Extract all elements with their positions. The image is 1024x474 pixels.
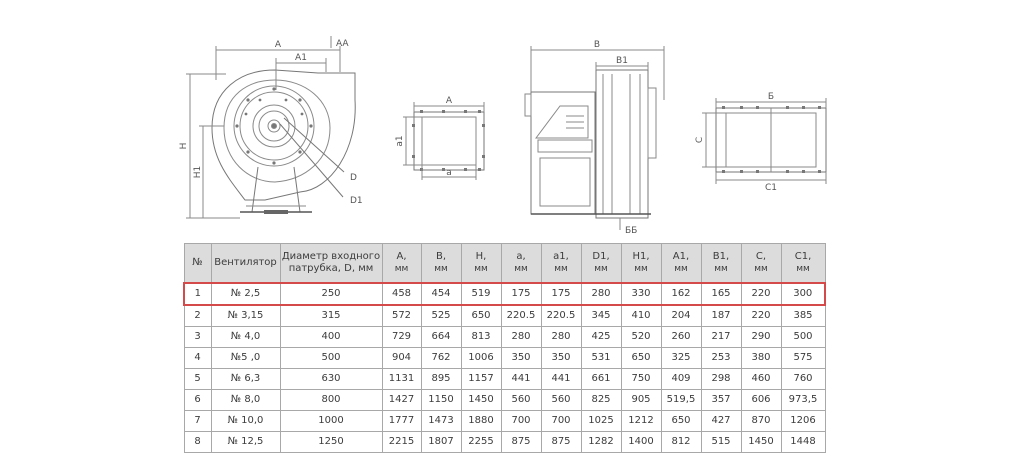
- table-cell: 1473: [421, 411, 461, 432]
- header-row: [184, 244, 825, 284]
- side-view-drawing: [525, 46, 664, 230]
- column-header-label: D1,: [592, 251, 610, 262]
- table-cell: 1448: [781, 432, 825, 453]
- table-cell: 700: [501, 411, 541, 432]
- column-header: [581, 244, 621, 284]
- table-cell: 1006: [461, 348, 501, 369]
- column-header-unit: мм: [714, 264, 728, 274]
- table-cell: 280: [581, 283, 621, 305]
- table-cell: 870: [741, 411, 781, 432]
- table-cell: 650: [661, 411, 701, 432]
- table-cell: № 12,5: [211, 432, 280, 453]
- column-header: [741, 244, 781, 284]
- table-cell: 187: [701, 305, 741, 327]
- table-cell: 1880: [461, 411, 501, 432]
- table-cell: 6: [184, 390, 211, 411]
- table-cell: 220.5: [501, 305, 541, 327]
- table-cell: 8: [184, 432, 211, 453]
- table-cell: 441: [501, 369, 541, 390]
- table-cell: 500: [781, 327, 825, 348]
- table-cell: 1450: [461, 390, 501, 411]
- table-cell: 350: [541, 348, 581, 369]
- table-row: [184, 390, 825, 411]
- table-cell: 895: [421, 369, 461, 390]
- table-cell: 4: [184, 348, 211, 369]
- column-header: [781, 244, 825, 284]
- table-cell: 458: [382, 283, 421, 305]
- table-cell: 812: [661, 432, 701, 453]
- table-cell: 515: [701, 432, 741, 453]
- technical-drawings: [0, 0, 1024, 236]
- column-header-label: C1,: [794, 251, 812, 262]
- table-cell: 162: [661, 283, 701, 305]
- column-header: [661, 244, 701, 284]
- table-cell: № 10,0: [211, 411, 280, 432]
- table-cell: 441: [541, 369, 581, 390]
- front-view-drawing: [186, 36, 355, 218]
- table-cell: 1025: [581, 411, 621, 432]
- table-cell: 1400: [621, 432, 661, 453]
- table-cell: 175: [501, 283, 541, 305]
- table-cell: 606: [741, 390, 781, 411]
- table-cell: 572: [382, 305, 421, 327]
- table-row: [184, 305, 825, 327]
- table-cell: 280: [541, 327, 581, 348]
- table-cell: 760: [781, 369, 825, 390]
- table-cell: 1150: [421, 390, 461, 411]
- table-cell: 560: [541, 390, 581, 411]
- table-cell: 519,5: [661, 390, 701, 411]
- table-cell: № 3,15: [211, 305, 280, 327]
- column-header: [541, 244, 581, 284]
- table-cell: 904: [382, 348, 421, 369]
- table-cell: 2255: [461, 432, 501, 453]
- table-cell: 1250: [280, 432, 382, 453]
- table-cell: 1131: [382, 369, 421, 390]
- table-cell: 300: [781, 283, 825, 305]
- table-cell: 350: [501, 348, 541, 369]
- label-bb: ББ: [625, 226, 638, 236]
- column-header-label: C,: [755, 251, 767, 262]
- table-cell: 1427: [382, 390, 421, 411]
- table-cell: 280: [501, 327, 541, 348]
- table-cell: 1450: [741, 432, 781, 453]
- table-cell: 750: [621, 369, 661, 390]
- table-cell: 260: [661, 327, 701, 348]
- label-h1: H1: [193, 165, 203, 179]
- label-d1: D1: [350, 196, 363, 206]
- column-header: [421, 244, 461, 284]
- table-cell: 325: [661, 348, 701, 369]
- table-cell: 409: [661, 369, 701, 390]
- column-header-label: a,: [516, 251, 526, 262]
- table-row: [184, 348, 825, 369]
- table-cell: 298: [701, 369, 741, 390]
- table-cell: 315: [280, 305, 382, 327]
- table-row: [184, 283, 825, 305]
- table-cell: 905: [621, 390, 661, 411]
- table-cell: 454: [421, 283, 461, 305]
- table-cell: 357: [701, 390, 741, 411]
- column-header-label: H,: [475, 251, 487, 262]
- table-cell: 345: [581, 305, 621, 327]
- column-header: [382, 244, 421, 284]
- table-cell: 875: [501, 432, 541, 453]
- table-cell: 400: [280, 327, 382, 348]
- table-cell: 7: [184, 411, 211, 432]
- table-cell: 220.5: [541, 305, 581, 327]
- table-cell: 1: [184, 283, 211, 305]
- column-header: [621, 244, 661, 284]
- column-header-unit: мм: [474, 264, 488, 274]
- table-cell: 290: [741, 327, 781, 348]
- table-cell: 664: [421, 327, 461, 348]
- table-cell: № 6,3: [211, 369, 280, 390]
- table-cell: 661: [581, 369, 621, 390]
- table-cell: № 4,0: [211, 327, 280, 348]
- label-a: A: [274, 40, 282, 50]
- dimensions-table: [183, 243, 826, 453]
- table-cell: 525: [421, 305, 461, 327]
- table-cell: 253: [701, 348, 741, 369]
- column-header-unit: мм: [634, 264, 648, 274]
- label-outlet-a: A: [445, 96, 453, 106]
- label-a1: A1: [295, 53, 307, 63]
- table-cell: 410: [621, 305, 661, 327]
- outlet-view-drawing: [403, 102, 485, 180]
- table-cell: 762: [421, 348, 461, 369]
- table-cell: 825: [581, 390, 621, 411]
- label-outlet-a1: a1: [395, 135, 405, 147]
- table-cell: 2215: [382, 432, 421, 453]
- table-cell: 575: [781, 348, 825, 369]
- label-b: B: [593, 40, 601, 50]
- column-header-unit: мм: [514, 264, 528, 274]
- table-cell: 519: [461, 283, 501, 305]
- column-header: [211, 244, 280, 284]
- table-cell: № 2,5: [211, 283, 280, 305]
- table-cell: №5 ,0: [211, 348, 280, 369]
- table-cell: 165: [701, 283, 741, 305]
- table-cell: 650: [461, 305, 501, 327]
- table-cell: 330: [621, 283, 661, 305]
- table-cell: 531: [581, 348, 621, 369]
- table-cell: 427: [701, 411, 741, 432]
- table-cell: 204: [661, 305, 701, 327]
- label-h: H: [179, 142, 189, 150]
- table-cell: 220: [741, 283, 781, 305]
- column-header: [701, 244, 741, 284]
- table-cell: 700: [541, 411, 581, 432]
- column-header-unit: мм: [554, 264, 568, 274]
- column-header-label: Вентилятор: [214, 257, 277, 268]
- column-header-label: A1,: [672, 251, 690, 262]
- table-cell: 175: [541, 283, 581, 305]
- column-header-label: Диаметр входного патрубка, D, мм: [281, 251, 381, 274]
- table-cell: 1777: [382, 411, 421, 432]
- column-header-unit: мм: [434, 264, 448, 274]
- column-header-unit: мм: [674, 264, 688, 274]
- column-header-label: H1,: [632, 251, 650, 262]
- table-cell: 973,5: [781, 390, 825, 411]
- table-cell: 813: [461, 327, 501, 348]
- table-cell: 2: [184, 305, 211, 327]
- table-cell: 800: [280, 390, 382, 411]
- label-outlet-a-small: a: [446, 168, 452, 178]
- column-header: [461, 244, 501, 284]
- table-cell: 1212: [621, 411, 661, 432]
- column-header-unit: мм: [594, 264, 608, 274]
- table-row: [184, 411, 825, 432]
- table-cell: 250: [280, 283, 382, 305]
- column-header-label: №: [192, 257, 203, 268]
- table-row: [184, 369, 825, 390]
- table-body: [184, 283, 825, 453]
- table-cell: 5: [184, 369, 211, 390]
- table-cell: 729: [382, 327, 421, 348]
- table-cell: 1157: [461, 369, 501, 390]
- column-header: [184, 244, 211, 284]
- table-cell: 425: [581, 327, 621, 348]
- inlet-view-drawing: [702, 98, 826, 184]
- table-cell: 560: [501, 390, 541, 411]
- table-cell: 500: [280, 348, 382, 369]
- column-header-label: a1,: [553, 251, 569, 262]
- table-cell: 1206: [781, 411, 825, 432]
- column-header-unit: мм: [754, 264, 768, 274]
- table-cell: 650: [621, 348, 661, 369]
- column-header-label: B,: [435, 251, 447, 262]
- table-cell: 380: [741, 348, 781, 369]
- column-header-label: B1,: [712, 251, 730, 262]
- table-row: [184, 432, 825, 453]
- label-b1: B1: [616, 56, 628, 66]
- table-cell: № 8,0: [211, 390, 280, 411]
- column-header-label: A,: [396, 251, 407, 262]
- label-inlet-c: C: [695, 136, 705, 144]
- table-cell: 217: [701, 327, 741, 348]
- table-cell: 1282: [581, 432, 621, 453]
- column-header: [280, 244, 382, 284]
- label-inlet-c1: C1: [764, 183, 778, 193]
- label-aa: AA: [336, 39, 349, 49]
- label-inlet-b: Б: [767, 92, 775, 102]
- table-cell: 460: [741, 369, 781, 390]
- table-cell: 520: [621, 327, 661, 348]
- label-d: D: [350, 173, 357, 183]
- column-header-unit: мм: [394, 264, 409, 274]
- table-cell: 630: [280, 369, 382, 390]
- column-header-unit: мм: [796, 264, 810, 274]
- table-cell: 385: [781, 305, 825, 327]
- column-header: [501, 244, 541, 284]
- table-cell: 1000: [280, 411, 382, 432]
- table-cell: 875: [541, 432, 581, 453]
- table-header: [184, 244, 825, 284]
- table-row: [184, 327, 825, 348]
- table-cell: 3: [184, 327, 211, 348]
- table-cell: 220: [741, 305, 781, 327]
- table-cell: 1807: [421, 432, 461, 453]
